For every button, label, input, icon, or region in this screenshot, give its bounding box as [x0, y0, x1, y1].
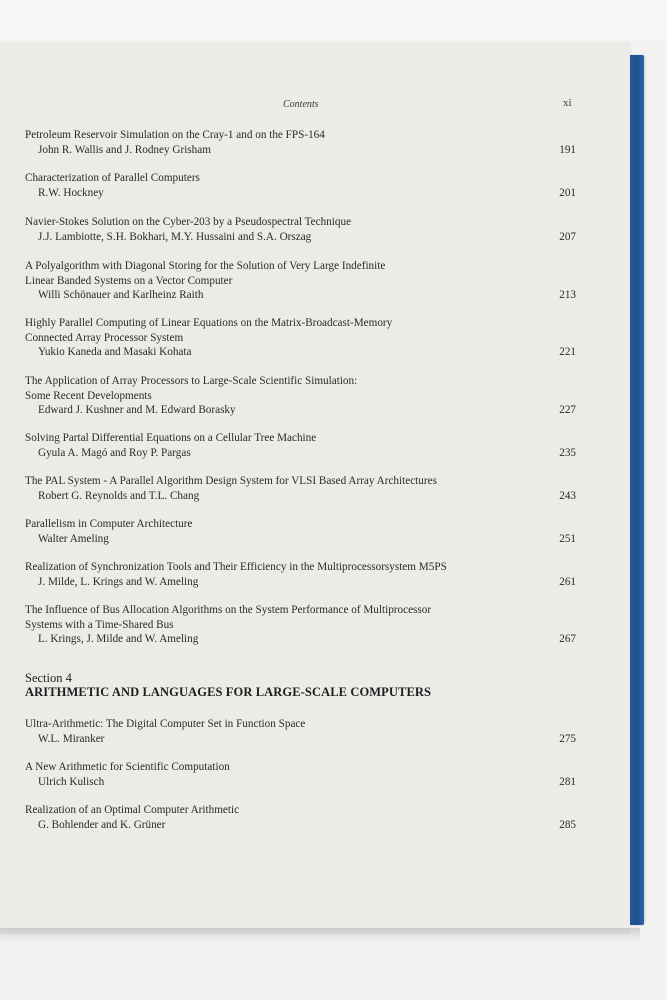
entry-title: A New Arithmetic for Scientific Computation [25, 761, 230, 773]
entry-page-number: 201 [559, 186, 576, 199]
entry-page-number: 227 [559, 404, 576, 416]
entry-title: A Polyalgorithm with Diagonal Storing for the Solution of Very Large Indefinite [25, 260, 386, 272]
toc-entry [25, 474, 580, 503]
entry-page-number: 207 [559, 230, 576, 243]
entry-authors: Gyula A. Magó and Roy P. Pargas [38, 446, 191, 459]
entry-title-continued: Systems with a Time-Shared Bus [25, 618, 174, 631]
entry-title: Navier-Stokes Solution on the Cyber-203 by a Pseudospectral Technique [25, 216, 352, 228]
toc-entry [25, 717, 580, 746]
entry-page-number: 251 [559, 532, 576, 545]
entry-page-number: 235 [559, 446, 576, 459]
toc-entry [25, 517, 580, 546]
entry-authors: J.J. Lambiotte, S.H. Bokhari, M.Y. Hussaini and S.A. Orszag [38, 230, 312, 243]
entry-authors: Ulrich Kulisch [38, 775, 105, 788]
entry-authors: J. Milde, L. Krings and W. Ameling [38, 575, 199, 588]
entry-page-number: 281 [559, 775, 576, 788]
entry-title-continued: Connected Array Processor System [25, 331, 184, 344]
entry-authors: John R. Wallis and J. Rodney Grisham [38, 143, 211, 156]
entry-title-continued: Linear Banded Systems on a Vector Computer [25, 274, 233, 287]
entry-page-number: 243 [559, 489, 576, 502]
toc-entry [25, 171, 580, 200]
toc-entry [25, 603, 580, 647]
entry-title: Petroleum Reservoir Simulation on the Cray-1 and on the FPS-164 [25, 129, 325, 141]
entry-title: The PAL System - A Parallel Algorithm Design System for VLSI Based Array Architectures [25, 475, 437, 487]
entry-authors: G. Bohlender and K. Grüner [38, 818, 166, 831]
entry-page-number: 285 [559, 818, 576, 831]
entry-title: Solving Partal Differential Equations on a Cellular Tree Machine [25, 432, 317, 444]
toc-entry [25, 560, 580, 589]
entry-page-number: 221 [559, 346, 576, 358]
toc-entry [25, 316, 580, 360]
entry-authors: Willi Schönauer and Karlheinz Raith [38, 289, 204, 301]
entry-title: Realization of an Optimal Computer Arithmetic [25, 804, 240, 816]
toc-entry [25, 374, 580, 418]
entry-authors: W.L. Miranker [38, 732, 105, 745]
background [0, 0, 667, 40]
toc-entry [25, 128, 580, 157]
entry-title: Parallelism in Computer Architecture [25, 518, 193, 530]
entry-authors: L. Krings, J. Milde and W. Ameling [38, 633, 199, 645]
entry-title: Realization of Synchronization Tools and Their Efficiency in the Multiprocessorsystem M5PS [25, 561, 447, 573]
toc-entry [25, 803, 580, 832]
entry-title-continued: Some Recent Developments [25, 389, 152, 402]
entry-page-number: 275 [559, 732, 576, 745]
page-shadow [0, 928, 640, 942]
entry-authors: Edward J. Kushner and M. Edward Borasky [38, 404, 236, 416]
entry-title: Ultra-Arithmetic: The Digital Computer Set in Function Space [25, 718, 306, 730]
toc-entry [25, 431, 580, 460]
entry-authors: R.W. Hockney [38, 186, 104, 199]
entry-title: The Application of Array Processors to Large-Scale Scientific Simulation: [25, 375, 358, 387]
entry-title: Characterization of Parallel Computers [25, 172, 200, 184]
toc-entry [25, 760, 580, 789]
running-header: Contents [283, 99, 319, 110]
toc-entry [25, 215, 580, 244]
section-title: ARITHMETIC AND LANGUAGES FOR LARGE-SCALE COMPUTERS [25, 685, 432, 699]
entry-title: The Influence of Bus Allocation Algorithms on the System Performance of Multiprocessor [25, 604, 432, 616]
toc-entry [25, 259, 580, 303]
entry-page-number: 267 [559, 633, 576, 645]
entry-page-number: 191 [559, 143, 576, 156]
entry-title: Highly Parallel Computing of Linear Equations on the Matrix-Broadcast-Memory [25, 317, 393, 329]
entry-authors: Walter Ameling [38, 532, 109, 545]
header-page-number: xi [563, 97, 572, 109]
entry-page-number: 213 [559, 289, 576, 301]
entry-authors: Robert G. Reynolds and T.L. Chang [38, 489, 200, 502]
section-label: Section 4 [25, 671, 72, 685]
entry-authors: Yukio Kaneda and Masaki Kohata [38, 346, 192, 358]
entry-page-number: 261 [559, 575, 576, 588]
